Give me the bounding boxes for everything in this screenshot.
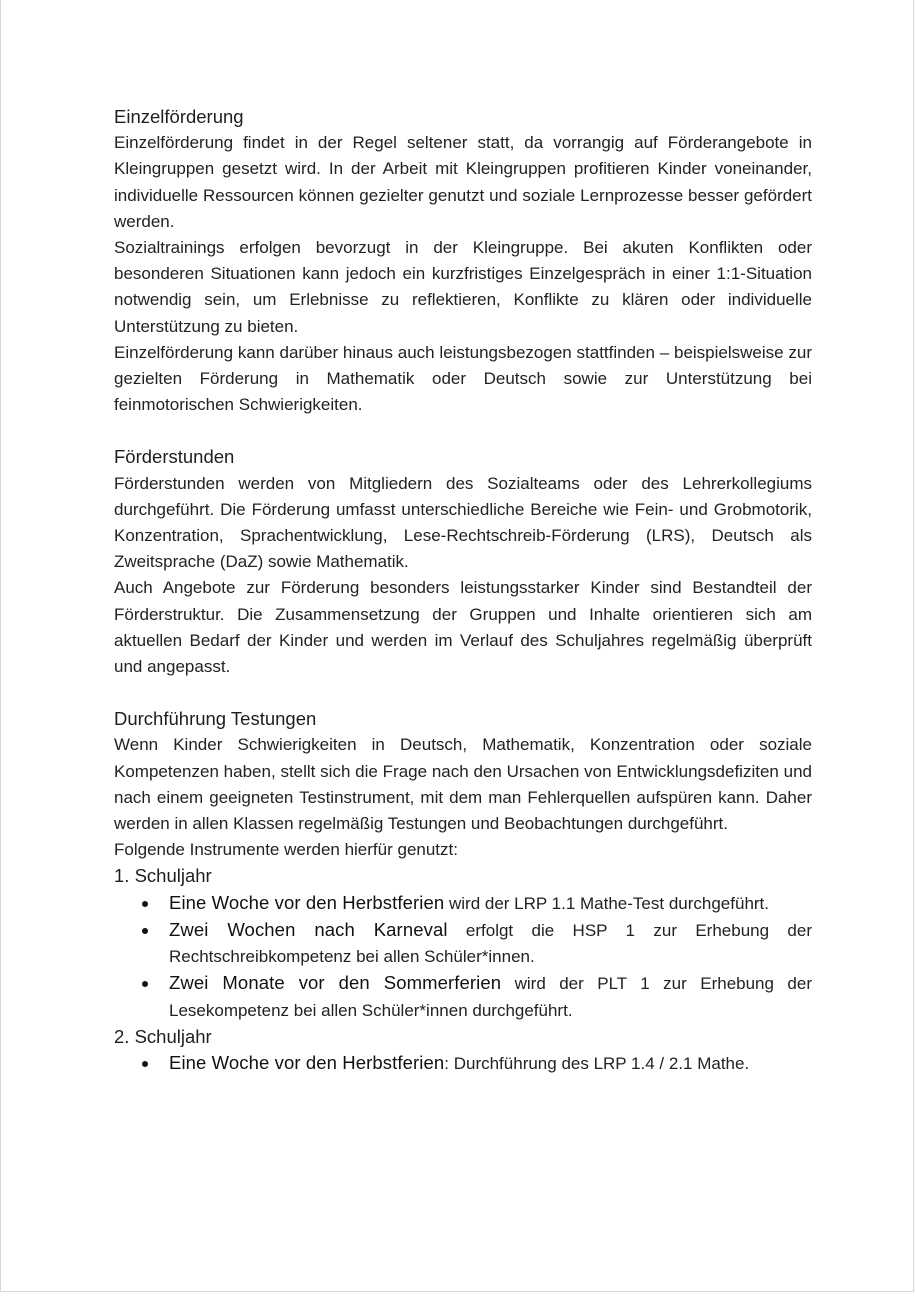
- paragraph: Auch Angebote zur Förderung besonders leistungsstarker Kinder sind Bestandteil der Förderstruktur. Die Zusammensetzung der Gruppen und Inhalte orientieren sich am aktuellen Bedarf der Kinder und werden im Verlauf des Schuljahres regelmäßig überprüft und angepasst.: [114, 578, 812, 677]
- year-2-label: 2. Schuljahr: [114, 1025, 212, 1047]
- list-item: [169, 917, 812, 970]
- list-item: [169, 1050, 812, 1077]
- spacer: [114, 418, 812, 444]
- list-item: [169, 970, 812, 1023]
- list-item: [169, 890, 812, 917]
- list-item-text: wird der LRP 1.1 Mathe-Test durchgeführt.: [444, 893, 770, 913]
- year-1-label: 1. Schuljahr: [114, 865, 212, 887]
- list-item-emphasis: Eine Woche vor den Herbstferien: [169, 1051, 445, 1073]
- heading-einzelfoerderung: Einzelförderung: [114, 106, 244, 127]
- list-item-emphasis: Zwei Monate vor den Sommerferien: [169, 972, 502, 994]
- year-2-list: [114, 1050, 812, 1077]
- paragraph: Einzelförderung findet in der Regel seltener statt, da vorrangig auf Förderangebote in Kleingruppen gesetzt wird. In der Arbeit mit Kleingruppen profitieren Kinder voneinander, individuelle Ressourcen können gezielter genutzt und soziale Lernprozesse besser gefördert werden.: [114, 133, 812, 231]
- paragraph: Folgende Instrumente werden hierfür genutzt:: [114, 840, 458, 860]
- paragraph: Förderstunden werden von Mitgliedern des Sozialteams oder des Lehrerkollegiums durchgeführt. Die Förderung umfasst unterschiedliche Bereiche wie Fein- und Grobmotorik, Konzentration, Sprachentwicklung, Lese-Rechtschreib-Förderung (LRS), Deutsch als Zweitsprache (DaZ) sowie Mathematik.: [114, 473, 812, 572]
- spacer: [114, 680, 812, 706]
- paragraph: Wenn Kinder Schwierigkeiten in Deutsch, Mathematik, Konzentration oder soziale Kompetenzen haben, stellt sich die Frage nach den Ursachen von Entwicklungsdefiziten und nach einem geeigneten Testinstrument, mit dem man Fehlerquellen aufspüren kann. Daher werden in allen Klassen regelmäßig Testungen und Beobachtungen durchgeführt.: [114, 735, 812, 834]
- document-body: [114, 104, 812, 1077]
- list-item-text: : Durchführung des LRP 1.4 / 2.1 Mathe.: [444, 1053, 750, 1073]
- year-1-list: [114, 890, 812, 1024]
- heading-testungen: Durchführung Testungen: [114, 708, 317, 730]
- list-item-text: wird der PLT 1 zur Erhebung der Lesekompetenz bei allen Schüler*innen durchgeführt.: [169, 974, 812, 1020]
- list-item-emphasis: Zwei Wochen nach Karneval: [169, 918, 448, 940]
- list-item-emphasis: Eine Woche vor den Herbstferien: [169, 891, 445, 913]
- paragraph: Einzelförderung kann darüber hinaus auch leistungsbezogen stattfinden – beispielsweise zur gezielten Förderung in Mathematik oder Deutsch sowie zur Unterstützung bei feinmotorischen Schwierigkeiten.: [114, 342, 812, 415]
- paragraph: Sozialtrainings erfolgen bevorzugt in der Kleingruppe. Bei akuten Konflikten oder besonderen Situationen kann jedoch ein kurzfristiges Einzelgespräch in einer 1:1-Situation notwendig sein, um Erlebnisse zu reflektieren, Konflikte zu klären oder individuelle Unterstützung zu bieten.: [114, 238, 812, 336]
- heading-foerderstunden: Förderstunden: [114, 446, 235, 468]
- list-item-text: erfolgt die HSP 1 zur Erhebung der Rechtschreibkompetenz bei allen Schüler*innen.: [169, 920, 812, 967]
